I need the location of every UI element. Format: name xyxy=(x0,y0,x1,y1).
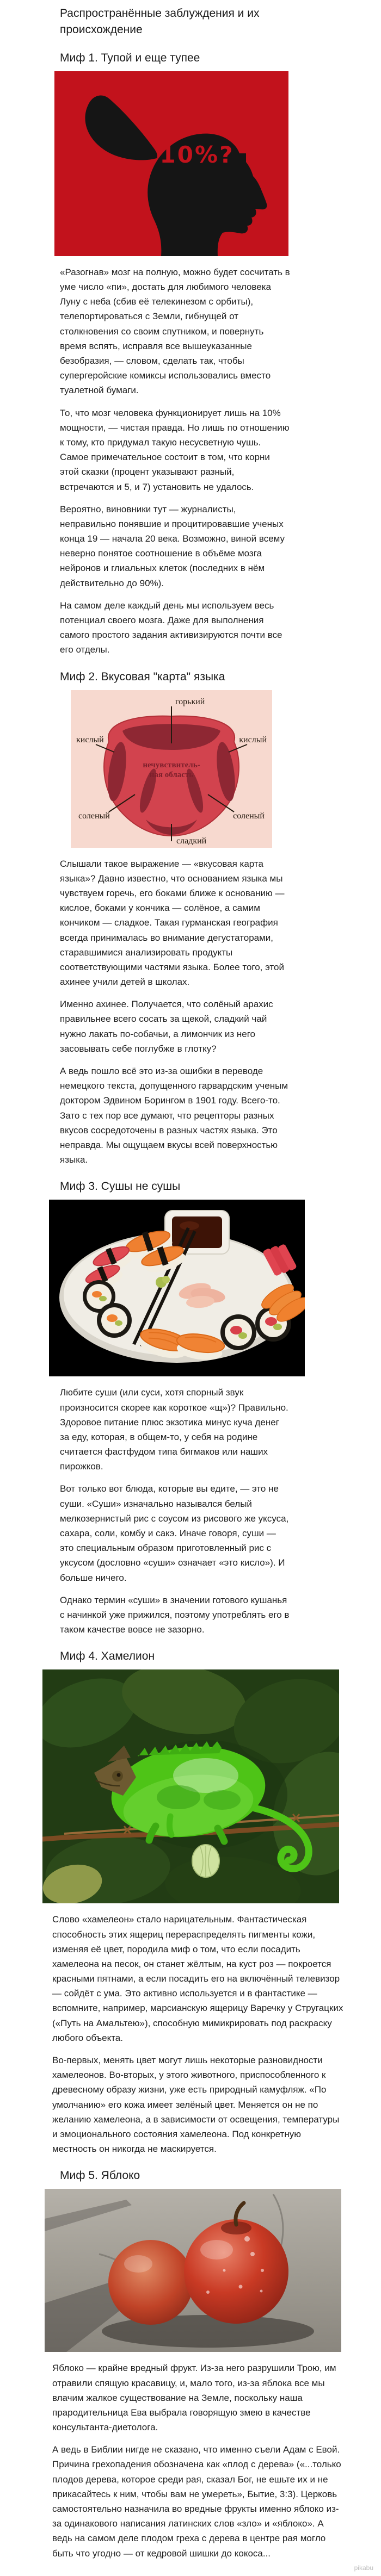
paragraph: Вероятно, виновники тут — журналисты, неправильно понявшие и процитировавшие ученых конца 19 — начала 20 века. Возможно, виной всему неверно понятое соотношение в объёме мозга нейронов и глиальных клеток (последних в нём действительно до 90%). xyxy=(60,504,285,588)
myth-3-heading: Миф 3. Сушы не сушы xyxy=(60,1180,181,1193)
bitter-label: горький xyxy=(175,697,205,706)
myth-section-4 xyxy=(0,1650,381,2156)
chameleon-illustration xyxy=(42,1669,339,1903)
apples-illustration xyxy=(45,2189,341,2352)
paragraph: То, что мозг человека функционирует лишь на 10% мощности, — чистая правда. Но лишь по отношению к тому, кто придумал такую несусветную чушь. Самое примечательное состоит в том, что корни этой сказки (процент указывают разный, встречаются и 5, и 7) установить не удалось. xyxy=(60,407,290,492)
sour-right-label: кислый xyxy=(239,735,267,744)
paragraph: Слово «хамелеон» стало нарицательным. Фантастическая способность этих ящериц перераспределять пигменты кожи, изменяя её цвет, породила миф о том, что если посадить хамелеона на песок, он станет жёлтым, на куст роз — покроется красными пятнами, а если посадить его на включённый телевизор — сойдёт с ума. Это активно используется и в фантастике — вспомните, например, марсианскую ящерицу Варечку у Стругацких («Путь на Амальтею»), способную мимикрировать под раскраску любого объекта. xyxy=(52,1914,343,2043)
myth-5-heading: Миф 5. Яблоко xyxy=(60,2169,140,2182)
physalis-fruit xyxy=(192,1845,219,1877)
sushi-illustration xyxy=(49,1200,305,1376)
paragraph: А ведь пошло всё это из-за ошибки в переводе немецкого текста, допущенного гарвардским ученым доктором Эдвином Борингом в 1901 году. Всего-то. Зато с тех пор все думают, что рецепторы разных вкусов сосредоточены в разных частях языка. Это неправда. Мы ощущаем вкусы всей поверхностью языка. xyxy=(60,1066,288,1165)
maki-roll xyxy=(97,1303,132,1338)
paragraph: Однако термин «суши» в значении готового кушанья с начинкой уже прижился, поэтому употреблять его в таком качестве вовсе не зазорно. xyxy=(60,1594,290,1635)
myth-4-heading: Миф 4. Хамелион xyxy=(60,1650,155,1663)
page-title: Распространённые заблуждения и их происхождение xyxy=(60,7,260,36)
insensitive-area-label-line2: ная область xyxy=(149,770,194,779)
paragraph: «Разогнав» мозг на полную, можно будет сосчитать в уме число «пи», достать для любимого человека Луну с неба (сбив её телекинезом с орбиты), телепортироваться с Земли, гибнущей от столкновения со своим спутником, и повернуть время вспять, исправля все вышеуказанные безобразия, — словом, сделать так, чтобы супергеройские комиксы использовались вместо туалетной бумаги. xyxy=(60,266,290,396)
insensitive-area-label-line1: нечувствитель- xyxy=(143,760,200,769)
paragraph: Вот только вот блюда, которые вы едите, — это не суши. «Суши» изначально назывался белый мелкозернистый рис с соусом из рисового же уксуса, сахара, соли, комбу и сакэ. Иначе говоря, суши — это специальным образом приготовленный рис с уксусом (дословно «суши» означает «это кисло»). И больше ничего. xyxy=(60,1483,289,1583)
myth-section-1 xyxy=(0,52,381,657)
apple-left xyxy=(108,2240,193,2325)
paragraph: Во-первых, менять цвет могут лишь некоторые разновидности хамелеонов. Во-вторых, у этого животного, приспособленного к древесному образу жизни, уже есть природный камуфляж. «По умолчанию» его кожа имеет зелёный цвет. Меняется он не по желанию хамелеона, а в зависимости от освещения, температуры и эмоционального состояния хамелеона. Под конкретную местность он никогда не маскируется. xyxy=(52,2055,340,2155)
tongue-illustration xyxy=(71,690,272,848)
salty-left-label: соленый xyxy=(78,811,110,821)
brain-illustration xyxy=(54,71,288,256)
front-leg xyxy=(169,1816,171,1835)
salty-right-label: соленый xyxy=(233,811,265,821)
brain-10-percent-image xyxy=(54,71,381,256)
paragraph: Именно ахинее. Получается, что солёный арахис правильнее всего сосать за щекой, сладкий чай нужно лакать по-собачьи, а лимончик из него засовывать себе поглубже в глотку? xyxy=(60,999,273,1054)
myth-1-heading: Миф 1. Тупой и еще тупее xyxy=(60,51,200,64)
maki-roll xyxy=(220,1314,256,1350)
myth-section-3 xyxy=(0,1180,381,1637)
paragraph: На самом деле каждый день мы используем весь потенциал своего мозга. Даже для выполнения самого простого задания активизируются почти все его отделы. xyxy=(60,600,282,655)
myth-section-5 xyxy=(0,2169,381,2560)
sushi-plate-image xyxy=(49,1200,381,1376)
chameleon-image xyxy=(42,1669,381,1903)
article-page xyxy=(0,5,381,2572)
apples-image xyxy=(45,2189,381,2352)
tongue-taste-map-image xyxy=(71,690,381,848)
sweet-label: сладкий xyxy=(176,836,207,846)
sour-left-label: кислый xyxy=(76,735,104,744)
paragraph: Яблоко — крайне вредный фрукт. Из-за него разрушили Трою, им отравили спящую красавицу, и, мало того, из-за яблока все мы влачим жалкое существование на Земле, поскольку наша прародительница Ева выбрала говорящую змею в качестве консультанта-диетолога. xyxy=(52,2363,336,2433)
myth-section-2 xyxy=(0,671,381,1168)
paragraph: Любите суши (или суси, хотя спорный звук произносится скорее как короткое «щ»)? Правильно. Здоровое питание плюс экзотика минус куча денег за еду, которая, в общем-то, у себя на родине считается фастфудом типа бигмаков или наших пирожков. xyxy=(60,1387,288,1472)
paragraph: А ведь в Библии нигде не сказано, что именно съели Адам с Евой. Причина грехопадения обозначена как «плод с дерева» («...только плодов дерева, которое среди рая, сказал Бог, не ешьте их и не прикасайтесь к ним, чтобы вам не умереть», Бытие, 3:3). Церковь самостоятельно назначила во вредные фрукты именно яблоко из-за одинакового написания латинских слов «зло» и «яблоко». А ведь на самом деле плодом греха с дерева в центре рая могло быть что угодно — от кедровой шишки до кокоса... xyxy=(52,2444,341,2559)
paragraph: Слышали такое выражение — «вкусовая карта языка»? Давно известно, что основанием языка мы чувствуем горечь, его боками ближе к основанию — кислое, боками у кончика — солёное, а самим кончиком — сладкое. Такая гурманская география всегда принималась во внимание дегустаторами, старавшимися анализировать продукты соответствующими частями языка. Более того, этой ахинее учили детей в школах. xyxy=(60,858,285,988)
ten-percent-label: 10%? xyxy=(159,141,235,168)
watermark: pikabu xyxy=(354,2564,373,2572)
myth-2-heading: Миф 2. Вкусовая "карта" языка xyxy=(60,670,225,683)
